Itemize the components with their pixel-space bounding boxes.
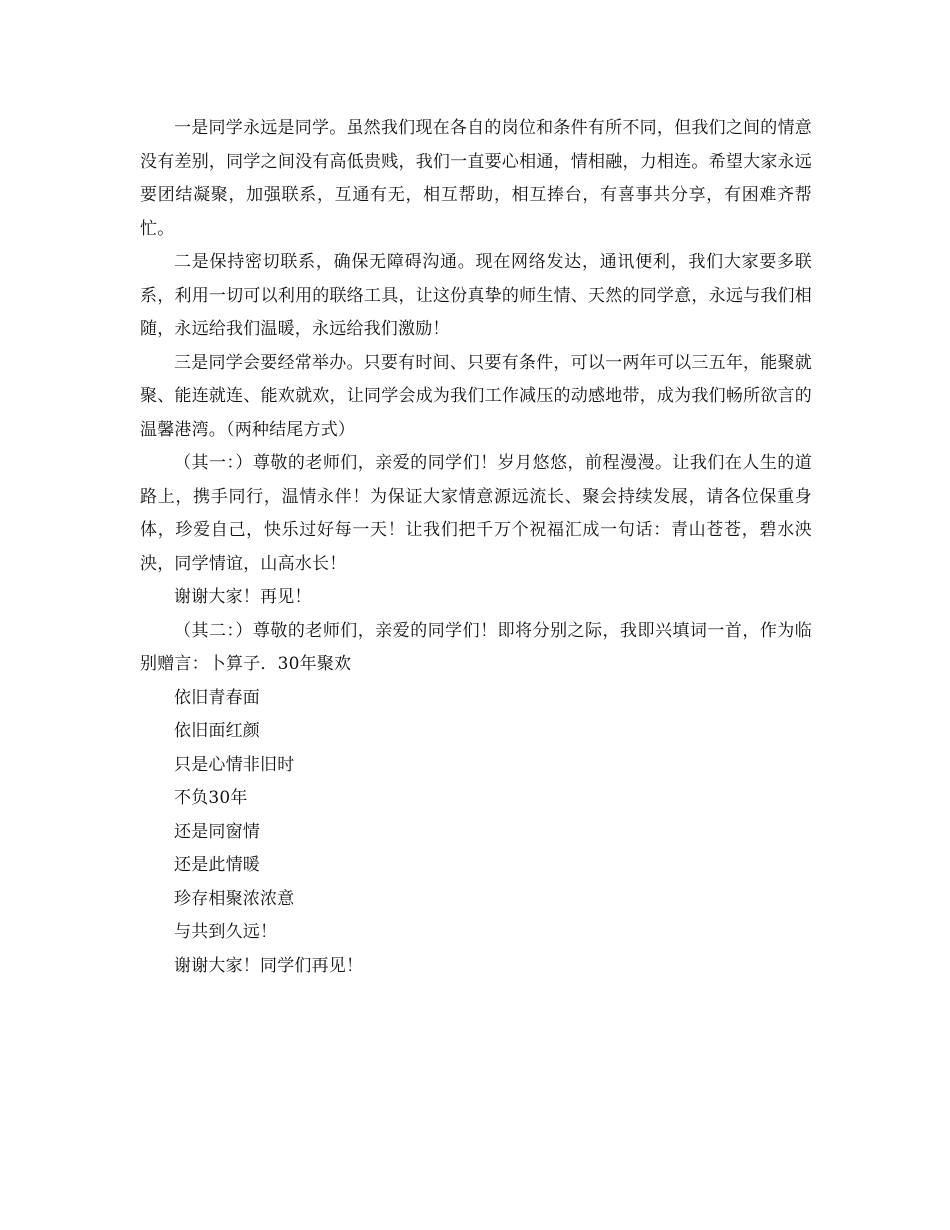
verse-line-7: 珍存相聚浓浓意 <box>174 888 295 909</box>
verse-line-2: 依旧面红颜 <box>174 721 260 741</box>
closing-line: 谢谢大家！同学们再见！ <box>174 955 364 976</box>
paragraph-6: （其二：）尊敬的老师们，亲爱的同学们！即将分别之际，我即兴填词一首，作为临别赠言：卜算子．30年聚欢 <box>140 620 812 674</box>
document-body <box>140 112 812 983</box>
verse-line-5: 还是同窗情 <box>174 821 260 842</box>
verse-line-8: 与共到久远！ <box>174 922 278 942</box>
verse-line-3: 只是心情非旧时 <box>174 754 295 775</box>
paragraph-4: （其一：）尊敬的老师们，亲爱的同学们！岁月悠悠，前程漫漫。让我们在人生的道路上，携手同行，温情永伴！为保证大家情意源远流长、聚会持续发展，请各位保重身体，珍爱自己，快乐过好每一天！让我们把千万个祝福汇成一句话：青山苍苍，碧水泱泱，同学情谊，山高水长！ <box>140 453 812 574</box>
paragraph-5: 谢谢大家！再见！ <box>174 587 312 607</box>
verse-line-4: 不负30年 <box>174 788 248 808</box>
paragraph-2: 二是保持密切联系，确保无障碍沟通。现在网络发达，通讯便利，我们大家要多联系，利用一切可以利用的联络工具，让这份真挚的师生情、天然的同学意，永远与我们相随，永远给我们温暖，永远给我们激励！ <box>140 252 812 339</box>
verse-line-6: 还是此情暖 <box>174 855 260 875</box>
paragraph-1: 一是同学永远是同学。虽然我们现在各自的岗位和条件有所不同，但我们之间的情意没有差别，同学之间没有高低贵贱，我们一直要心相通，情相融，力相连。希望大家永远要团结凝聚，加强联系，互通有无，相互帮助，相互捧台，有喜事共分享，有困难齐帮忙。 <box>140 118 812 239</box>
verse-line-1: 依旧青春面 <box>174 687 260 708</box>
paragraph-3: 三是同学会要经常举办。只要有时间、只要有条件，可以一两年可以三五年，能聚就聚、能连就连、能欢就欢，让同学会成为我们工作减压的动感地带，成为我们畅所欲言的温馨港湾。（两种结尾方式） <box>140 352 812 440</box>
